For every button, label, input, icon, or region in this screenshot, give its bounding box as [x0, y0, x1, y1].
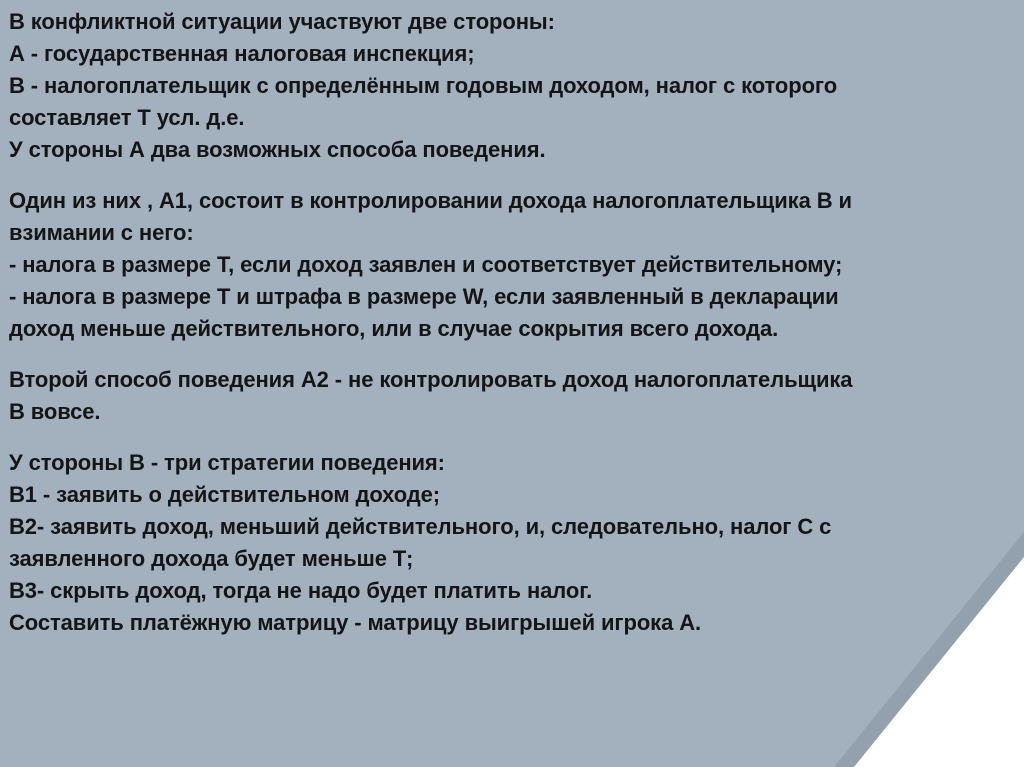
paragraph-parties [9, 6, 1009, 166]
text-line: В - налогоплательщик с определённым годовым доходом, налог с которого [9, 73, 838, 98]
text-line: В1 - заявить о действительном доходе; [9, 482, 441, 507]
text-line: составляет Т усл. д.е. [9, 105, 245, 130]
text-line: В вовсе. [9, 399, 101, 424]
slide-text-body [9, 6, 1009, 658]
text-line: В2- заявить доход, меньший действительного, и, следовательно, налог С с [9, 514, 832, 539]
text-line: Второй способ поведения А2 - не контролировать доход налогоплательщика [9, 367, 853, 392]
text-line: В3- скрыть доход, тогда не надо будет платить налог. [9, 578, 593, 603]
text-line: доход меньше действительного, или в случае сокрытия всего дохода. [9, 316, 779, 341]
text-line: - налога в размере Т и штрафа в размере W, если заявленный в декларации [9, 284, 839, 309]
text-line: В конфликтной ситуации участвуют две стороны: [9, 9, 555, 34]
paragraph-strategies-b [9, 447, 1009, 639]
text-line: У стороны В - три стратегии поведения: [9, 450, 445, 475]
text-line: - налога в размере Т, если доход заявлен и соответствует действительному; [9, 252, 843, 277]
text-line: взимании с него: [9, 220, 194, 245]
text-line: У стороны А два возможных способа поведения. [9, 137, 546, 162]
text-line: заявленного дохода будет меньше Т; [9, 546, 414, 571]
paragraph-strategy-a2 [9, 364, 1009, 428]
paragraph-strategy-a1 [9, 185, 1009, 345]
text-line: Один из них , А1, состоит в контролировании дохода налогоплательщика В и [9, 188, 852, 213]
text-line: Составить платёжную матрицу - матрицу выигрышей игрока А. [9, 610, 702, 635]
text-line: А - государственная налоговая инспекция; [9, 41, 475, 66]
